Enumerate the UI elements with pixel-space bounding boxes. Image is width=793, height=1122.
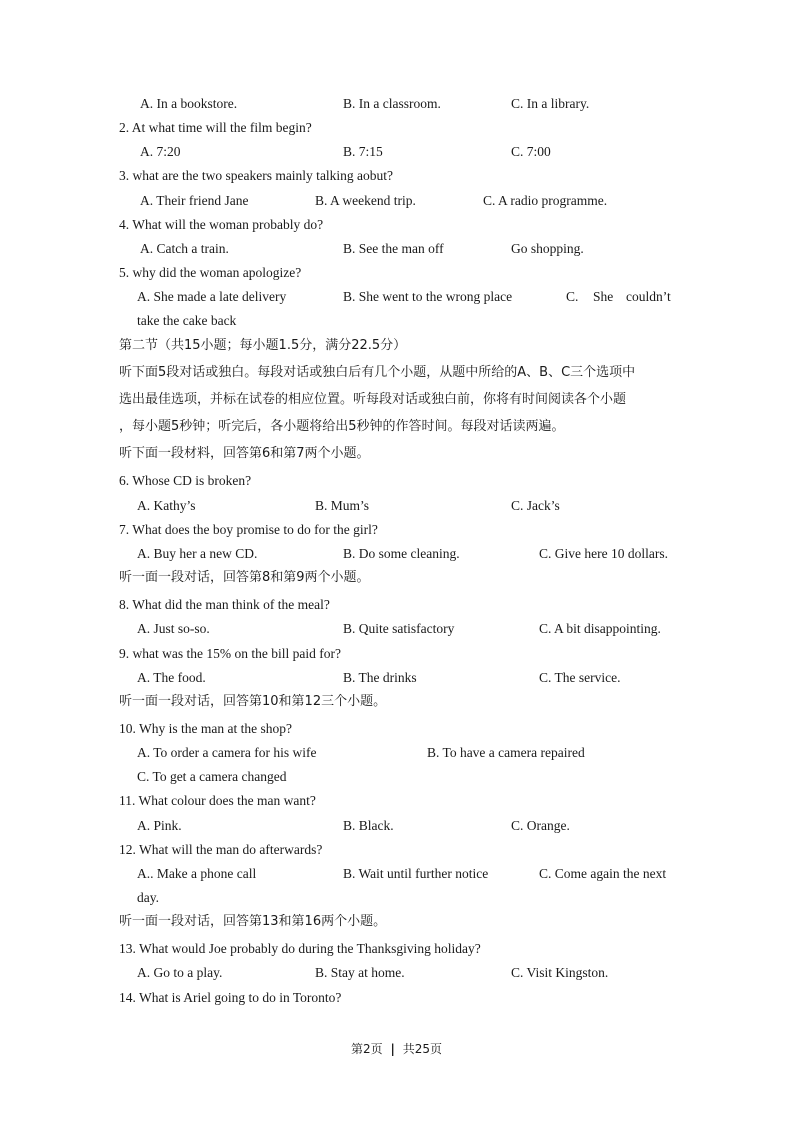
q11-question: 11. What colour does the man want?	[119, 793, 316, 808]
q12-option-b: B. Wait until further notice	[343, 866, 489, 881]
q9-option-c: C. The service.	[539, 670, 621, 685]
q5-question: 5. why did the woman apologize?	[119, 265, 302, 280]
q5-option-c-letter: C.	[566, 289, 579, 304]
q5-option-c-word1: She	[593, 289, 614, 304]
q13-question: 13. What would Joe probably do during the Thanksgiving holiday?	[119, 941, 481, 956]
q11-option-a: A. Pink.	[137, 818, 182, 833]
q9-option-b: B. The drinks	[343, 670, 417, 685]
page-number: 第2页	[351, 1042, 383, 1056]
q12-option-a: A.. Make a phone call	[137, 866, 257, 881]
q7-option-c: C. Give here 10 dollars.	[539, 546, 668, 561]
q1-option-a: A. In a bookstore.	[140, 96, 238, 111]
q12-option-c: C. Come again the next	[539, 866, 667, 881]
q5-option-a: A. She made a late delivery	[137, 289, 287, 304]
q3-option-c: C. A radio programme.	[483, 193, 608, 208]
q5-option-c-word2: couldn’t	[626, 289, 671, 304]
q2-question: 2. At what time will the film begin?	[119, 120, 312, 135]
q4-option-a: A. Catch a train.	[140, 241, 229, 256]
q10-option-c: C. To get a camera changed	[137, 769, 287, 784]
q10-question: 10. Why is the man at the shop?	[119, 721, 292, 736]
q11-option-b: B. Black.	[343, 818, 394, 833]
q1-option-b: B. In a classroom.	[343, 96, 441, 111]
instruction-q6-q7: 听下面一段材料，回答第6和第7两个小题。	[119, 446, 370, 461]
q12-question: 12. What will the man do afterwards?	[119, 842, 323, 857]
q13-option-a: A. Go to a play.	[137, 965, 223, 980]
q6-question: 6. Whose CD is broken?	[119, 473, 252, 488]
q11-option-c: C. Orange.	[511, 818, 570, 833]
instruction-q13-q16: 听一面一段对话，回答第13和第16两个小题。	[119, 914, 387, 929]
q9-option-a: A. The food.	[137, 670, 206, 685]
q8-option-b: B. Quite satisfactory	[343, 621, 455, 636]
section2-instruction-line3: ，每小题5秒钟；听完后，各小题将给出5秒钟的作答时间。每段对话读两遍。	[119, 419, 565, 434]
q3-option-a: A. Their friend Jane	[140, 193, 249, 208]
q13-option-c: C. Visit Kingston.	[511, 965, 609, 980]
q3-option-b: B. A weekend trip.	[315, 193, 416, 208]
q2-option-c: C. 7:00	[511, 144, 551, 159]
section2-title: 第二节（共15小题；每小题1.5分，满分22.5分）	[119, 338, 407, 353]
q4-question: 4. What will the woman probably do?	[119, 217, 324, 232]
q10-option-a: A. To order a camera for his wife	[137, 745, 317, 760]
q14-question: 14. What is Ariel going to do in Toronto?	[119, 990, 342, 1005]
q7-option-a: A. Buy her a new CD.	[137, 546, 258, 561]
q1-option-c: C. In a library.	[511, 96, 590, 111]
q4-option-b: B. See the man off	[343, 241, 444, 256]
footer-separator: |	[390, 1042, 395, 1056]
q3-question: 3. what are the two speakers mainly talking aobut?	[119, 168, 394, 183]
q8-option-a: A. Just so-so.	[137, 621, 210, 636]
q6-option-c: C. Jack’s	[511, 498, 560, 513]
q5-option-c-continued: take the cake back	[137, 313, 237, 328]
q7-question: 7. What does the boy promise to do for the girl?	[119, 522, 378, 537]
q8-question: 8. What did the man think of the meal?	[119, 597, 330, 612]
instruction-q10-q12: 听一面一段对话，回答第10和第12三个小题。	[119, 694, 387, 709]
instruction-q8-q9: 听一面一段对话，回答第8和第9两个小题。	[119, 570, 370, 585]
q8-option-c: C. A bit disappointing.	[539, 621, 661, 636]
q10-option-b: B. To have a camera repaired	[427, 745, 585, 760]
q2-option-a: A. 7:20	[140, 144, 181, 159]
q4-option-c: Go shopping.	[511, 241, 584, 256]
q12-option-c-continued: day.	[137, 890, 159, 905]
q6-option-a: A. Kathy’s	[137, 498, 196, 513]
q9-question: 9. what was the 15% on the bill paid for?	[119, 646, 341, 661]
q7-option-b: B. Do some cleaning.	[343, 546, 460, 561]
page-total: 共25页	[402, 1042, 442, 1056]
q6-option-b: B. Mum’s	[315, 498, 370, 513]
q2-option-b: B. 7:15	[343, 144, 383, 159]
section2-instruction-line2: 选出最佳选项，并标在试卷的相应位置。听每段对话或独白前，你将有时间阅读各个小题	[119, 392, 627, 407]
q13-option-b: B. Stay at home.	[315, 965, 405, 980]
page-footer	[0, 1040, 793, 1057]
q5-option-b: B. She went to the wrong place	[343, 289, 513, 304]
section2-instruction-line1: 听下面5段对话或独白。每段对话或独白后有几个小题，从题中所给的A、B、C三个选项中	[119, 365, 636, 380]
